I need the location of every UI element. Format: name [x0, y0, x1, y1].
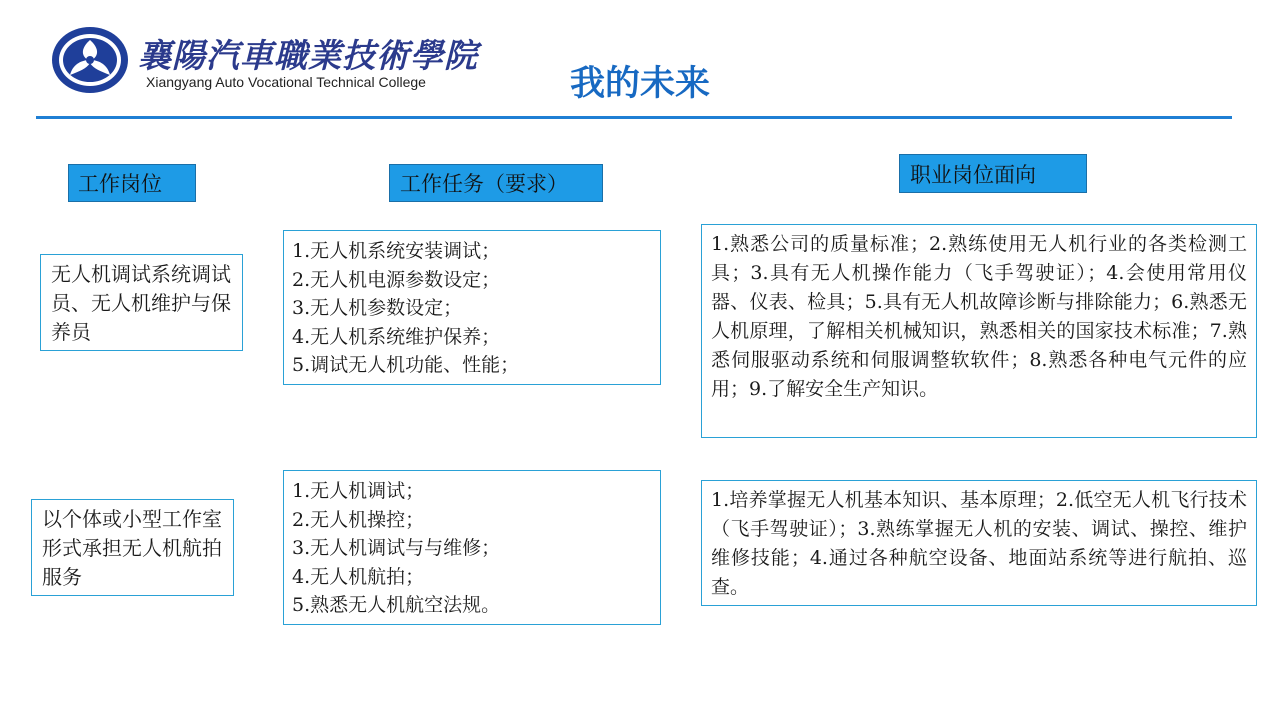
row2-tasks [283, 470, 661, 625]
row1-position: 无人机调试系统调试员、无人机维护与保养员 [40, 254, 243, 351]
task-item: 3.无人机参数设定； [292, 297, 463, 319]
task-item: 1.无人机系统安装调试； [292, 240, 501, 262]
row2-orientation: 1.培养掌握无人机基本知识、基本原理；2.低空无人机飞行技术（飞手驾驶证）；3.熟练掌握无人机的安装、调试、操控、维护维修技能；4.通过各种航空设备、地面站系统等进行航拍、巡查。 [701, 480, 1257, 606]
column-header-position [68, 164, 196, 202]
row1-tasks [283, 230, 661, 385]
task-item: 4.无人机航拍； [292, 565, 425, 588]
task-item: 3.无人机调试与与维修； [292, 537, 501, 559]
row1-orientation: 1.熟悉公司的质量标准；2.熟练使用无人机行业的各类检测工具；3.具有无人机操作能力（飞手驾驶证）；4.会使用常用仪器、仪表、检具；5.具有无人机故障诊断与排除能力；6.熟悉无人机原理，了解相关机械知识，熟悉相关的国家技术标准；7.熟悉伺服驱动系统和伺服调整软软件；8.熟悉各种电气元件的应用；9.了解安全生产知识。 [701, 224, 1257, 438]
task-item: 1.无人机调试； [292, 480, 425, 502]
task-item: 4.无人机系统维护保养； [292, 325, 501, 348]
task-item: 2.无人机操控； [292, 508, 425, 531]
school-name-en: Xiangyang Auto Vocational Technical College [146, 74, 426, 90]
title-divider [36, 116, 1232, 119]
column-header-tasks-label: 工作任务（要求） [400, 172, 568, 196]
column-header-orientation-label: 职业岗位面向 [910, 162, 1036, 187]
college-emblem-icon [50, 25, 130, 95]
task-item: 5.熟悉无人机航空法规。 [292, 594, 501, 616]
task-item: 5.调试无人机功能、性能； [292, 354, 520, 376]
column-header-orientation [899, 154, 1087, 193]
column-header-position-label: 工作岗位 [78, 172, 162, 196]
page-title: 我的未来 [569, 64, 710, 104]
task-item: 2.无人机电源参数设定； [292, 268, 501, 291]
column-header-tasks [389, 164, 603, 202]
school-name-cn: 襄陽汽車職業技術學院 [138, 36, 478, 75]
row2-position: 以个体或小型工作室形式承担无人机航拍服务 [31, 499, 234, 596]
